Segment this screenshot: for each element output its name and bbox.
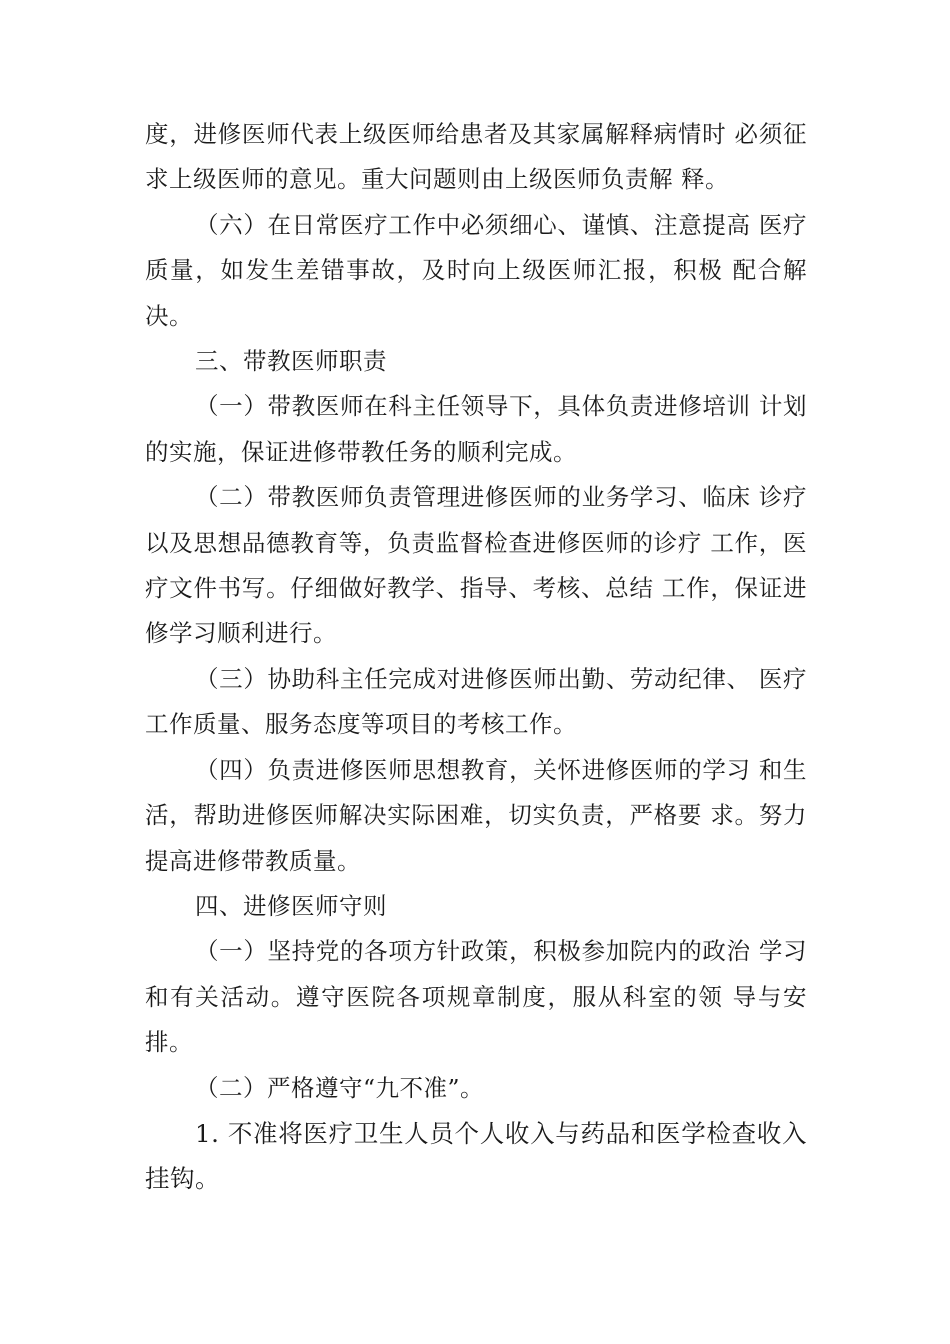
paragraph-item-three: （三）协助科主任完成对进修医师出勤、劳动纪律、 医疗工作质量、服务态度等项目的考核工作。 [145,664,807,739]
paragraph-continuation: 度，进修医师代表上级医师给患者及其家属解释病情时 必须征求上级医师的意见。重大问题则由上级医师负责解 释。 [145,120,807,194]
paragraph-rule-two: （二）严格遵守“九不准”。 [195,1073,485,1102]
paragraph-item-four: （四）负责进修医师思想教育，关怀进修医师的学习 和生活，帮助进修医师解决实际困难，切实负责，严格要 求。努力提高进修带教质量。 [145,755,807,875]
paragraph-rule-one: （一）坚持党的各项方针政策，积极参加院内的政治 学习和有关活动。遵守医院各项规章制度，服从科室的领 导与安排。 [145,937,807,1057]
numbered-item-one: 1. 不准将医疗卫生人员个人收入与药品和医学检查收入挂钩。 [145,1118,807,1194]
document-body [145,112,807,1202]
paragraph-item-six: （六）在日常医疗工作中必须细心、谨慎、注意提高 医疗质量，如发生差错事故，及时向上级医师汇报，积极 配合解决。 [145,210,807,330]
section-heading-four: 四、进修医师守则 [195,891,387,920]
paragraph-item-one: （一）带教医师在科主任领导下，具体负责进修培训 计划的实施，保证进修带教任务的顺利完成。 [145,392,807,466]
section-heading-three: 三、带教医师职责 [195,347,387,376]
paragraph-item-two: （二）带教医师负责管理进修医师的业务学习、临床 诊疗以及思想品德教育等，负责监督检查进修医师的诊疗 工作，医疗文件书写。仔细做好教学、指导、考核、总结 工作，保证进修学习顺利进行。 [145,483,807,648]
